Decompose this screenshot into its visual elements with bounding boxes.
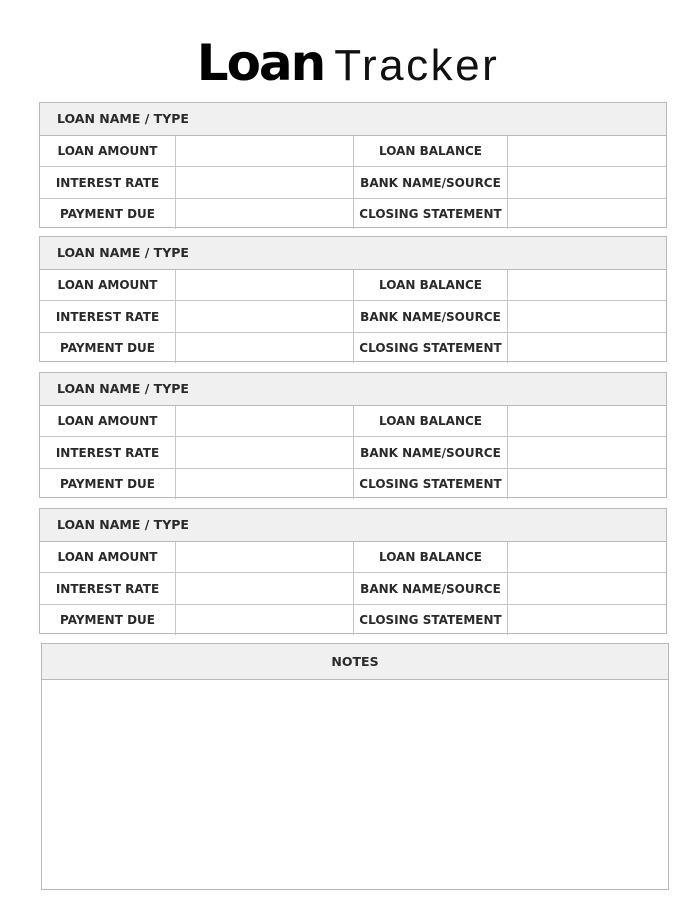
loan-name-type-header[interactable]: LOAN NAME / TYPE	[40, 237, 666, 270]
interest-rate-label: INTEREST RATE	[40, 573, 176, 604]
notes-header: NOTES	[42, 644, 668, 680]
closing-statement-label: CLOSING STATEMENT	[354, 605, 508, 635]
loan-block	[39, 508, 667, 634]
bank-name-source-field[interactable]	[508, 573, 666, 604]
bank-name-source-field[interactable]	[508, 301, 666, 332]
loan-balance-field[interactable]	[508, 542, 666, 572]
bank-name-source-label: BANK NAME/SOURCE	[354, 573, 508, 604]
payment-due-field[interactable]	[176, 605, 354, 635]
interest-rate-field[interactable]	[176, 167, 354, 198]
table-row	[40, 300, 666, 332]
title-bold-word: Loan	[196, 34, 325, 92]
payment-due-label: PAYMENT DUE	[40, 199, 176, 229]
payment-due-field[interactable]	[176, 333, 354, 363]
bank-name-source-field[interactable]	[508, 437, 666, 468]
table-row	[40, 332, 666, 363]
loan-balance-label: LOAN BALANCE	[354, 406, 508, 436]
loan-amount-label: LOAN AMOUNT	[40, 542, 176, 572]
page-title	[0, 32, 696, 94]
loan-block	[39, 236, 667, 362]
closing-statement-field[interactable]	[508, 605, 666, 635]
loan-amount-label: LOAN AMOUNT	[40, 406, 176, 436]
loan-name-type-header[interactable]: LOAN NAME / TYPE	[40, 509, 666, 542]
payment-due-field[interactable]	[176, 199, 354, 229]
interest-rate-label: INTEREST RATE	[40, 301, 176, 332]
table-row	[40, 572, 666, 604]
notes-area[interactable]	[42, 680, 668, 889]
loan-name-type-header[interactable]: LOAN NAME / TYPE	[40, 103, 666, 136]
loan-amount-label: LOAN AMOUNT	[40, 270, 176, 300]
interest-rate-field[interactable]	[176, 437, 354, 468]
payment-due-label: PAYMENT DUE	[40, 333, 176, 363]
table-row	[40, 198, 666, 229]
loan-amount-field[interactable]	[176, 542, 354, 572]
table-row	[40, 468, 666, 499]
closing-statement-label: CLOSING STATEMENT	[354, 469, 508, 499]
bank-name-source-label: BANK NAME/SOURCE	[354, 301, 508, 332]
table-row	[40, 136, 666, 166]
loan-block	[39, 102, 667, 228]
loan-amount-label: LOAN AMOUNT	[40, 136, 176, 166]
table-row	[40, 436, 666, 468]
loan-name-type-header[interactable]: LOAN NAME / TYPE	[40, 373, 666, 406]
bank-name-source-field[interactable]	[508, 167, 666, 198]
loan-amount-field[interactable]	[176, 406, 354, 436]
payment-due-label: PAYMENT DUE	[40, 605, 176, 635]
loan-block	[39, 372, 667, 498]
interest-rate-label: INTEREST RATE	[40, 437, 176, 468]
loan-balance-label: LOAN BALANCE	[354, 270, 508, 300]
closing-statement-field[interactable]	[508, 469, 666, 499]
interest-rate-field[interactable]	[176, 301, 354, 332]
table-row	[40, 270, 666, 300]
loan-balance-field[interactable]	[508, 136, 666, 166]
closing-statement-field[interactable]	[508, 199, 666, 229]
payment-due-label: PAYMENT DUE	[40, 469, 176, 499]
closing-statement-label: CLOSING STATEMENT	[354, 199, 508, 229]
closing-statement-field[interactable]	[508, 333, 666, 363]
payment-due-field[interactable]	[176, 469, 354, 499]
loan-balance-label: LOAN BALANCE	[354, 542, 508, 572]
interest-rate-label: INTEREST RATE	[40, 167, 176, 198]
notes-section	[41, 643, 669, 890]
table-row	[40, 542, 666, 572]
loan-balance-label: LOAN BALANCE	[354, 136, 508, 166]
closing-statement-label: CLOSING STATEMENT	[354, 333, 508, 363]
bank-name-source-label: BANK NAME/SOURCE	[354, 437, 508, 468]
bank-name-source-label: BANK NAME/SOURCE	[354, 167, 508, 198]
interest-rate-field[interactable]	[176, 573, 354, 604]
table-row	[40, 604, 666, 635]
table-row	[40, 166, 666, 198]
loan-balance-field[interactable]	[508, 270, 666, 300]
title-light-word: Tracker	[334, 41, 500, 90]
loan-amount-field[interactable]	[176, 136, 354, 166]
loan-amount-field[interactable]	[176, 270, 354, 300]
table-row	[40, 406, 666, 436]
loan-balance-field[interactable]	[508, 406, 666, 436]
